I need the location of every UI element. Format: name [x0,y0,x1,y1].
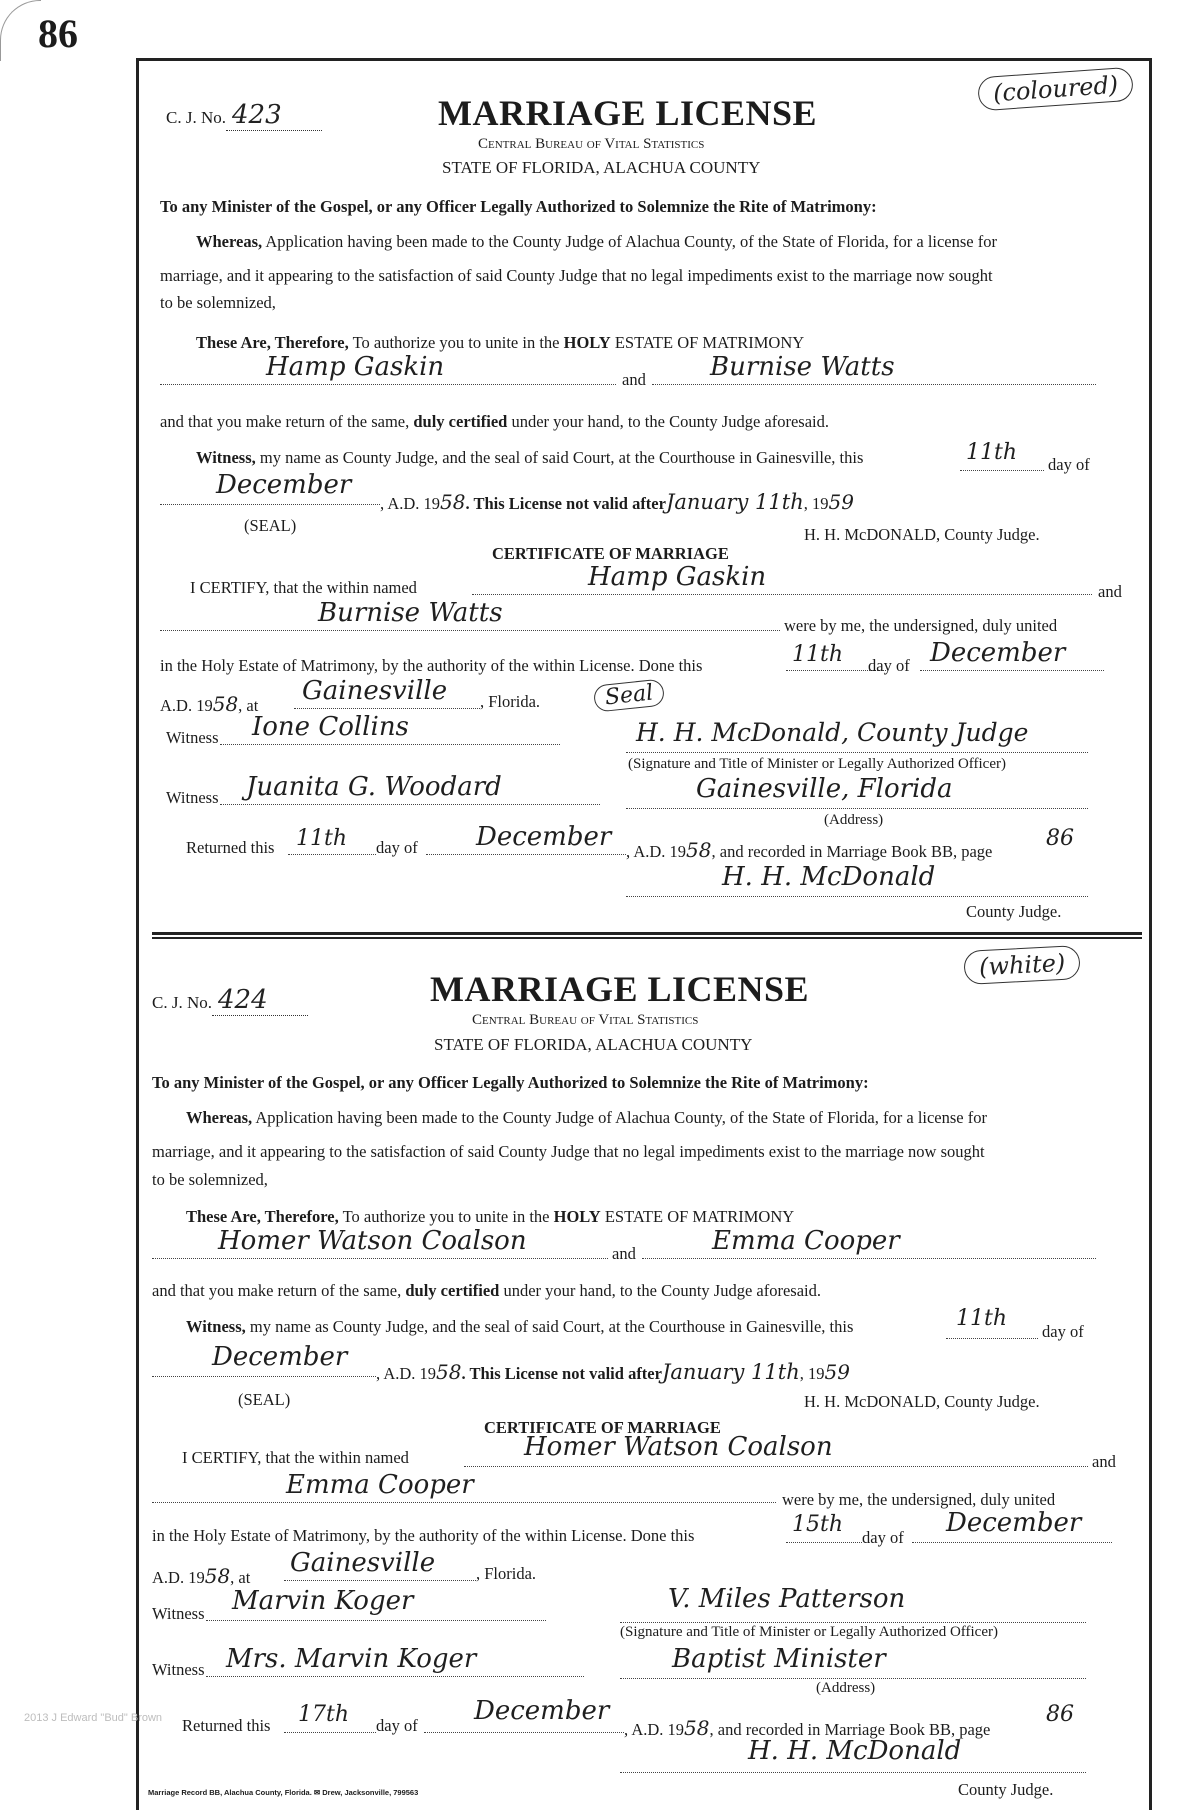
address-line [620,1678,1086,1679]
officer-sig-line [620,1622,1086,1623]
witness1-label: Witness [152,1604,205,1623]
done-month: December [930,638,1066,668]
place: Gainesville [302,676,448,706]
returned-day-of: day of [376,838,418,857]
copyright-watermark: 2013 J Edward "Bud" Brown [24,1712,163,1724]
witness1-label: Witness [166,728,219,747]
recorded-line [626,838,992,862]
judge-sig-line [620,1772,1086,1773]
returned-day-line [284,1732,376,1733]
florida-label: , Florida. [476,1564,537,1583]
done-day-of-label: day of [868,656,910,675]
ad-line-label: A.D. 19 [160,696,213,715]
groom-line [160,384,616,385]
page-corner [0,0,41,61]
license-day: 11th [966,440,1018,465]
officer-signature: H. H. McDonald, County Judge [636,718,1029,747]
cj-label: C. J. No. [166,108,226,127]
certify-label: I CERTIFY, that the within named [190,578,417,597]
returned-ad: , A.D. 19 [626,842,687,861]
race-note: (white) [963,945,1081,985]
these-estate: ESTATE OF MATRIMONY [600,1207,795,1226]
cj-number: 423 [226,100,322,131]
license-month: December [212,1342,348,1372]
printer-footer: Marriage Record BB, Alachua County, Florida. ✉ Drew, Jacksonville, 799563 [148,1788,419,1797]
certificate-title: CERTIFICATE OF MARRIAGE [492,544,729,563]
salutation: To any Minister of the Gospel, or any Officer Legally Authorized to Solemnize the Rite of Matrimony: [160,197,877,216]
whereas-bold: Whereas, [196,232,263,251]
cert-and-label: and [1098,582,1122,601]
whereas-line-1 [196,232,997,252]
these-bold: These Are, Therefore, [186,1207,339,1226]
cj-label: C. J. No. [152,993,212,1012]
these-bold: These Are, Therefore, [196,333,349,352]
bureau-name: Central Bureau of Vital Statistics [478,136,705,152]
and-label: and [622,370,646,389]
license-day-line [960,470,1044,471]
place-line [284,1580,476,1581]
officer-caption: (Signature and Title of Minister or Legally Authorized Officer) [620,1624,998,1640]
returned-month-line [426,854,626,855]
returned-label: Returned this [182,1716,271,1735]
valid-year: 59 [824,1360,850,1384]
whereas-text-1: Application having been made to the County Judge of Alachua County, of the State of Florida, for a license for [262,232,997,251]
these-rest: To authorize you to unite in the [348,333,560,352]
address-caption: (Address) [816,1680,876,1696]
ad-line-label: A.D. 19 [152,1568,205,1587]
authorize-line [196,333,804,353]
witness2-line [206,1676,584,1677]
these-rest: To authorize you to unite in the [338,1207,550,1226]
valid-19: , 19 [803,494,829,513]
witness2-label: Witness [152,1660,205,1679]
page-number: 86 [38,11,78,56]
valid-year: 59 [828,490,854,514]
returned-year: 58 [686,838,712,862]
bride-line [652,384,1096,385]
witness1-line [220,744,560,745]
ad-label: , A.D. 19 [376,1364,437,1383]
return-bold: duly certified [409,412,508,431]
witness1-line [206,1620,546,1621]
done-day-of-label: day of [862,1528,904,1547]
valid-until: January 11th [661,1360,800,1384]
return-bold: duly certified [401,1281,500,1300]
judge-sig-line [626,896,1088,897]
state-county: STATE OF FLORIDA, ALACHUA COUNTY [442,158,761,177]
return-line [160,412,829,432]
cert-bride-line [152,1502,776,1503]
returned-ad: , A.D. 19 [624,1720,685,1739]
recorded-label: , and recorded in Marriage Book BB, page [711,842,993,861]
cert-bride-line [160,630,780,631]
valid-19: , 19 [799,1364,825,1383]
united-label: were by me, the undersigned, duly united [782,1490,1056,1509]
groom-name: Homer Watson Coalson [218,1226,527,1256]
officer-signature: V. Miles Patterson [668,1584,906,1614]
ad-label: , A.D. 19 [380,494,441,513]
witness-bold: Witness, [186,1317,246,1336]
recorded-label: , and recorded in Marriage Book BB, page [709,1720,991,1739]
license-day-line [946,1338,1038,1339]
license-date-line [380,490,854,514]
done-month: December [946,1508,1082,1538]
judge-signature: H. H. McDonald [722,862,936,892]
witness-rest: my name as County Judge, and the seal of said Court, at the Courthouse in Gainesville, this [245,1317,854,1336]
license-month-line [152,1376,376,1377]
holy-estate-line: in the Holy Estate of Matrimony, by the authority of the within License. Done this [152,1526,695,1545]
certify-label: I CERTIFY, that the within named [182,1448,409,1467]
florida-label: , Florida. [480,692,541,711]
witness-clause [196,448,863,468]
returned-label: Returned this [186,838,275,857]
united-label: were by me, the undersigned, duly united [784,616,1058,635]
license-year: 58 [436,1360,462,1384]
place: Gainesville [290,1548,436,1578]
done-month-line [912,1542,1112,1543]
returned-year: 58 [684,1716,710,1740]
county-judge-label: County Judge. [958,1780,1054,1799]
returned-month-line [424,1732,624,1733]
bride-line [642,1258,1096,1259]
license-date-line [376,1360,850,1384]
witness2-line [220,804,600,805]
whereas-bold: Whereas, [186,1108,253,1127]
done-day-line [786,1542,862,1543]
license-year: 58 [440,490,466,514]
whereas-line-2: marriage, and it appearing to the satisfaction of said County Judge that no legal impediments exist to the marriage now sought [160,266,993,285]
license-title: MARRIAGE LICENSE [438,93,818,133]
state-county: STATE OF FLORIDA, ALACHUA COUNTY [434,1035,753,1054]
certificate-title: CERTIFICATE OF MARRIAGE [484,1418,721,1437]
at-label: , at [238,696,259,715]
witness2-label: Witness [166,788,219,807]
groom-line [152,1258,608,1259]
cert-groom: Hamp Gaskin [588,562,767,592]
witness-bold: Witness, [196,448,256,467]
done-date-line [160,692,258,716]
place-line [294,708,480,709]
groom-name: Hamp Gaskin [266,352,445,382]
these-holy: HOLY [549,1207,601,1226]
record-page: 86 [1046,1702,1074,1727]
seal-label: (SEAL) [244,516,297,535]
license-month-line [160,504,380,505]
holy-estate-line: in the Holy Estate of Matrimony, by the authority of the within License. Done this [160,656,703,675]
witness1-signature: Ione Collins [252,712,409,742]
returned-month: December [474,1696,610,1726]
address-line [626,808,1088,809]
done-date-line [152,1564,250,1588]
county-judge-label: County Judge. [966,902,1062,921]
record-divider [152,932,1142,939]
whereas-line-1 [186,1108,987,1128]
witness-rest: my name as County Judge, and the seal of said Court, at the Courthouse in Gainesville, this [255,448,864,467]
done-month-line [920,670,1104,671]
judge-label: H. H. McDONALD, County Judge. [804,1392,1040,1411]
returned-day: 11th [296,826,348,851]
cert-groom: Homer Watson Coalson [524,1432,833,1462]
return-pre: and that you make return of the same, [160,412,410,431]
seal-stamp: Seal [593,678,666,712]
returned-day-of: day of [376,1716,418,1735]
bride-name: Emma Cooper [712,1226,900,1256]
done-day: 11th [792,642,844,667]
seal-label: (SEAL) [238,1390,291,1409]
return-post: under your hand, to the County Judge aforesaid. [507,412,830,431]
address-caption: (Address) [824,812,884,828]
judge-signature: H. H. McDonald [748,1736,962,1766]
bureau-name: Central Bureau of Vital Statistics [472,1012,699,1028]
valid-until: January 11th [665,490,804,514]
day-of-label: day of [1042,1322,1084,1341]
witness2-signature: Mrs. Marvin Koger [226,1644,477,1674]
cert-groom-line [472,594,1092,595]
cj-number-field [152,985,308,1016]
race-note: (coloured) [977,67,1134,112]
salutation: To any Minister of the Gospel, or any Officer Legally Authorized to Solemnize the Rite of Matrimony: [152,1073,869,1092]
witness2-signature: Juanita G. Woodard [246,772,502,802]
returned-month: December [476,822,612,852]
address: Baptist Minister [672,1644,886,1674]
these-holy: HOLY [559,333,611,352]
officer-sig-line [626,752,1088,753]
cert-bride: Emma Cooper [286,1470,474,1500]
at-label: , at [230,1568,251,1587]
done-day: 15th [792,1512,844,1537]
done-year: 58 [212,692,239,716]
return-line [152,1281,821,1301]
witness-clause [186,1317,853,1337]
returned-day: 17th [298,1702,350,1727]
return-post: under your hand, to the County Judge aforesaid. [499,1281,822,1300]
cert-bride: Burnise Watts [318,598,503,628]
done-year: 58 [204,1564,231,1588]
cert-groom-line [464,1466,1088,1467]
witness1-signature: Marvin Koger [232,1586,414,1616]
cert-and-label: and [1092,1452,1116,1471]
not-valid-label: . This License not valid after [461,1364,662,1383]
address: Gainesville, Florida [696,774,953,804]
whereas-text-1: Application having been made to the County Judge of Alachua County, of the State of Florida, for a license for [252,1108,987,1127]
cj-number-field [166,100,322,131]
bride-name: Burnise Watts [710,352,895,382]
whereas-line-3: to be solemnized, [160,293,276,312]
and-label: and [612,1244,636,1263]
returned-day-line [288,854,376,855]
authorize-line [186,1207,794,1227]
license-day: 11th [956,1306,1008,1331]
these-estate: ESTATE OF MATRIMONY [610,333,805,352]
license-title: MARRIAGE LICENSE [430,969,810,1009]
whereas-line-2: marriage, and it appearing to the satisfaction of said County Judge that no legal impediments exist to the marriage now sought [152,1142,985,1161]
return-pre: and that you make return of the same, [152,1281,402,1300]
judge-label: H. H. McDONALD, County Judge. [804,525,1040,544]
officer-caption: (Signature and Title of Minister or Legally Authorized Officer) [628,756,1006,772]
cj-number: 424 [212,985,308,1016]
day-of-label: day of [1048,455,1090,474]
whereas-line-3: to be solemnized, [152,1170,268,1189]
not-valid-label: . This License not valid after [465,494,666,513]
license-month: December [216,470,352,500]
record-page: 86 [1046,826,1074,851]
